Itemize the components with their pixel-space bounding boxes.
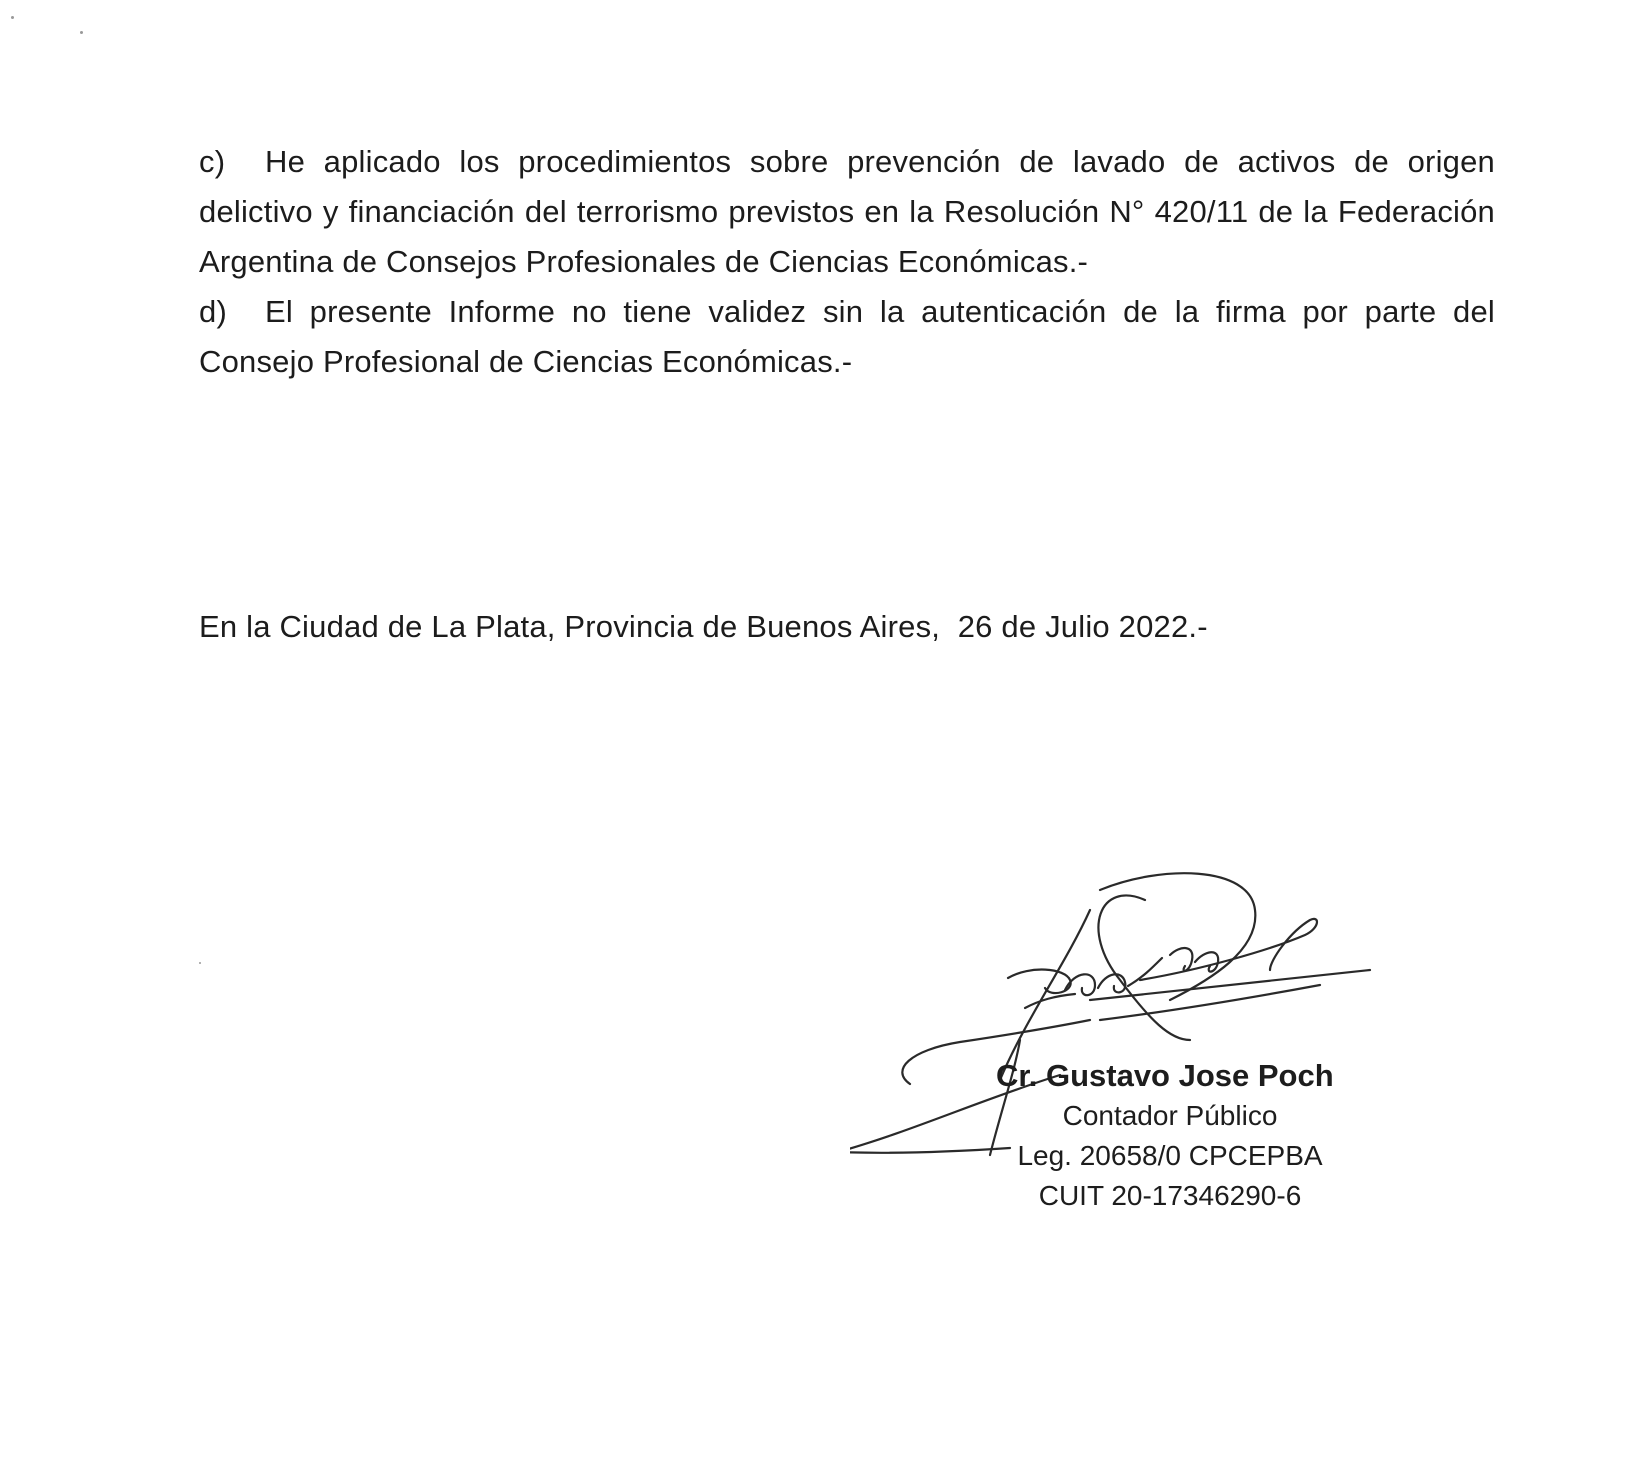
clause-marker: d) — [199, 294, 227, 329]
signatory-block — [980, 1056, 1420, 1216]
scan-speck — [199, 962, 201, 964]
clause-d — [199, 287, 1495, 387]
clause-text: El presente Informe no tiene validez sin la autenticación de la firma por parte del Consejo Profesional de Ciencias Económicas.- — [199, 294, 1495, 379]
scan-speck — [80, 31, 83, 34]
clauses-section — [199, 137, 1495, 387]
signatory-title: Contador Público — [1062, 1100, 1278, 1131]
clause-marker: c) — [199, 144, 226, 179]
clause-c — [199, 137, 1495, 287]
signatory-registration: Leg. 20658/0 CPCEPBA — [1017, 1140, 1323, 1171]
signatory-tax-id: CUIT 20-17346290-6 — [1038, 1180, 1302, 1211]
clause-text: He aplicado los procedimientos sobre prevención de lavado de activos de origen delictivo y financiación del terrorismo previstos en la Resolución N° 420/11 de la Federación Argentina de Consejos Profesionales de Ciencias Económicas.- — [199, 144, 1495, 279]
place-and-date: En la Ciudad de La Plata, Provincia de Buenos Aires, 26 de Julio 2022.- — [199, 609, 1208, 644]
scan-speck — [11, 16, 14, 19]
signatory-name: Cr. Gustavo Jose Poch — [996, 1058, 1334, 1093]
